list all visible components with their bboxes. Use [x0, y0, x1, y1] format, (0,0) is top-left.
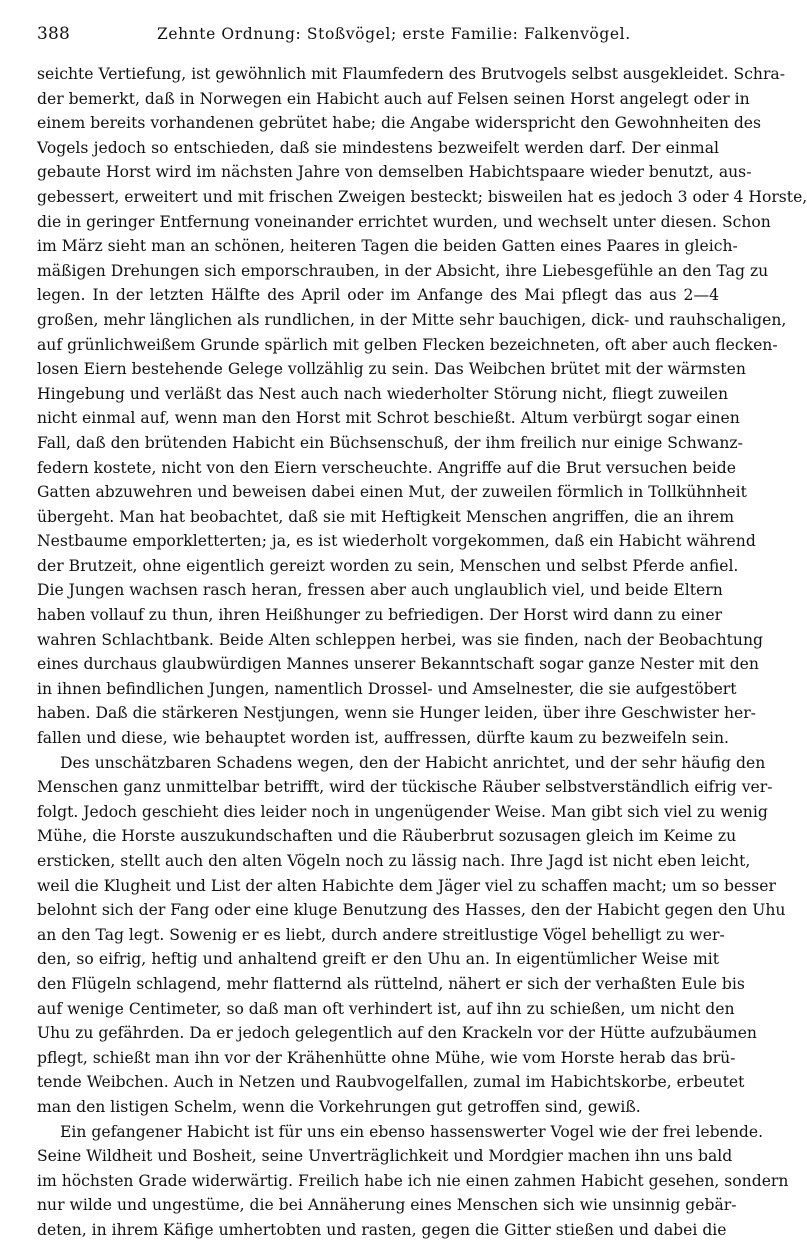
- text-line: nur wilde und ungestüme, die bei Annäherung eines Menschen sich wie unsinnig gebär-: [37, 1196, 737, 1215]
- text-line: wahren Schlachtbank. Beide Alten schleppen herbei, was sie finden, nach der Beobachtung: [37, 630, 764, 649]
- paragraph: [37, 751, 786, 1120]
- text-line: Gatten abzuwehren und beweisen dabei einen Mut, der zuweilen förmlich in Tollkühnheit: [37, 483, 747, 502]
- text-line: nicht einmal auf, wenn man den Horst mit Schrot beschießt. Altum verbürgt sogar einen: [37, 409, 740, 428]
- text-line: legen. In der letzten Hälfte des April oder im Anfange des Mai pflegt das aus 2—4: [37, 286, 719, 305]
- text-line: Des unschätzbaren Schadens wegen, den der Habicht anrichtet, und der sehr häufig den: [60, 753, 766, 772]
- text-line: gebaute Horst wird im nächsten Jahre von demselben Habichtspaare wieder benutzt, aus-: [37, 163, 752, 182]
- text-line: losen Eiern bestehende Gelege vollzählig zu sein. Das Weibchen brütet mit der wärmsten: [37, 360, 746, 379]
- text-line: die in geringer Entfernung voneinander errichtet wurden, und wechselt unter diesen. Schon: [37, 212, 771, 231]
- text-line: deten, in ihrem Käfige umhertobten und rasten, gegen die Gitter stießen und dabei die: [37, 1220, 727, 1239]
- text-line: haben. Daß die stärkeren Nestjungen, wenn sie Hunger leiden, über ihre Geschwister her-: [37, 704, 756, 723]
- text-line: mäßigen Drehungen sich emporschrauben, in der Absicht, ihre Liebesgefühle an den Tag zu: [37, 261, 769, 280]
- page-header: [37, 24, 719, 58]
- text-line: den, so eifrig, heftig und anhaltend greift er den Uhu an. In eigentümlicher Weise mit: [37, 950, 719, 969]
- text-line: pflegt, schießt man ihn vor der Krähenhütte ohne Mühe, wie vom Horste herab das brü-: [37, 1048, 736, 1067]
- text-line: seichte Vertiefung, ist gewöhnlich mit Flaumfedern des Brutvogels selbst ausgekleidet. Schra-: [37, 65, 785, 83]
- text-line: Hingebung und verläßt das Nest auch nach wiederholter Störung nicht, fliegt zuweilen: [37, 384, 729, 403]
- text-line: fallen und diese, wie behauptet worden ist, auffressen, dürfte kaum zu bezweifeln sein.: [37, 729, 729, 748]
- text-line: federn kostete, nicht von den Eiern verscheuchte. Angriffe auf die Brut versuchen beide: [37, 458, 736, 477]
- text-line: gebessert, erweitert und mit frischen Zweigen besteckt; bisweilen hat es jedoch 3 oder 4 Horste,: [37, 187, 807, 206]
- text-line: der Brutzeit, ohne eigentlich gereizt worden zu sein, Menschen und selbst Pferde anfiel.: [37, 556, 739, 575]
- page-number: 388: [37, 24, 71, 44]
- text-line: eines durchaus glaubwürdigen Mannes unserer Bekanntschaft sogar ganze Nester mit den: [37, 655, 759, 674]
- text-line: Mühe, die Horste auszukundschaften und die Räuberbrut sozusagen gleich im Keime zu: [37, 827, 737, 846]
- text-line: Ein gefangener Habicht ist für uns ein ebenso hassenswerter Vogel wie der frei lebende.: [60, 1122, 764, 1141]
- text-line: den Flügeln schlagend, mehr flatternd als rüttelnd, nähert er sich der verhaßten Eule bis: [37, 974, 745, 993]
- text-line: folgt. Jedoch geschieht dies leider noch in ungenügender Weise. Man gibt sich viel zu wenig: [37, 802, 768, 821]
- text-line: ersticken, stellt auch den alten Vögeln noch zu lässig nach. Ihre Jagd ist nicht eben leicht,: [37, 852, 751, 870]
- text-line: großen, mehr länglichen als rundlichen, in der Mitte sehr bauchigen, dick- und rauhschaligen,: [37, 310, 787, 329]
- text-line: Seine Wildheit und Bosheit, seine Unverträglichkeit und Mordgier machen ihn uns bald: [37, 1147, 733, 1166]
- text-line: tende Weibchen. Auch in Netzen und Raubvogelfallen, zumal im Habichtskorbe, erbeutet: [37, 1073, 745, 1092]
- text-line: an den Tag legt. Sowenig er es liebt, durch andere streitlustige Vögel behelligt zu wer-: [37, 925, 725, 944]
- text-line: Nestbaume emporkletterten; ja, es ist wiederholt vorgekommen, daß ein Habicht während: [37, 532, 756, 551]
- text-line: Menschen ganz unmittelbar betrifft, wird der tückische Räuber selbstverständlich eifrig ver-: [37, 778, 773, 797]
- text-line: in ihnen befindlichen Jungen, namentlich Drossel- und Amselnester, die sie aufgestöbert: [37, 679, 737, 698]
- running-head: Zehnte Ordnung: Stoßvögel; erste Familie: Falkenvögel.: [157, 25, 631, 43]
- text-line: man den listigen Schelm, wenn die Vorkehrungen gut getroffen sind, gewiß.: [37, 1097, 641, 1116]
- text-line: im März sieht man an schönen, heiteren Tagen die beiden Gatten eines Paares in gleich-: [37, 237, 738, 256]
- body-text: [37, 62, 807, 1243]
- text-line: Die Jungen wachsen rasch heran, fressen aber auch unglaublich viel, und beide Eltern: [37, 581, 723, 600]
- text-line: auf grünlichweißem Grunde spärlich mit gelben Flecken bezeichneten, oft aber auch flecken-: [37, 335, 778, 354]
- text-line: haben vollauf zu thun, ihren Heißhunger zu befriedigen. Der Horst wird dann zu einer: [37, 606, 723, 625]
- text-line: belohnt sich der Fang oder eine kluge Benutzung des Hasses, den der Habicht gegen den Uhu: [37, 901, 786, 920]
- text-line: weil die Klugheit und List der alten Habichte dem Jäger viel zu schaffen macht; um so besser: [37, 876, 776, 895]
- text-line: im höchsten Grade widerwärtig. Freilich habe ich nie einen zahmen Habicht gesehen, sondern: [37, 1171, 789, 1190]
- paragraph: [37, 1120, 789, 1243]
- text-line: Uhu zu gefährden. Da er jedoch gelegentlich auf den Krackeln vor der Hütte aufzubäumen: [37, 1024, 757, 1043]
- paragraph: [37, 62, 807, 751]
- text-line: Fall, daß den brütenden Habicht ein Büchsenschuß, der ihm freilich nur einige Schwanz-: [37, 433, 743, 452]
- text-line: einem bereits vorhandenen gebrütet habe; die Angabe widerspricht den Gewohnheiten des: [37, 114, 762, 133]
- text-line: auf wenige Centimeter, so daß man oft verhindert ist, auf ihn zu schießen, um nicht den: [37, 999, 735, 1018]
- text-line: Vogels jedoch so entschieden, daß sie mindestens bezweifelt werden darf. Der einmal: [37, 138, 719, 157]
- text-line: der bemerkt, daß in Norwegen ein Habicht auch auf Felsen seinen Horst angelegt oder in: [37, 89, 750, 108]
- text-line: übergeht. Man hat beobachtet, daß sie mit Heftigkeit Menschen angriffen, die an ihrem: [37, 507, 735, 526]
